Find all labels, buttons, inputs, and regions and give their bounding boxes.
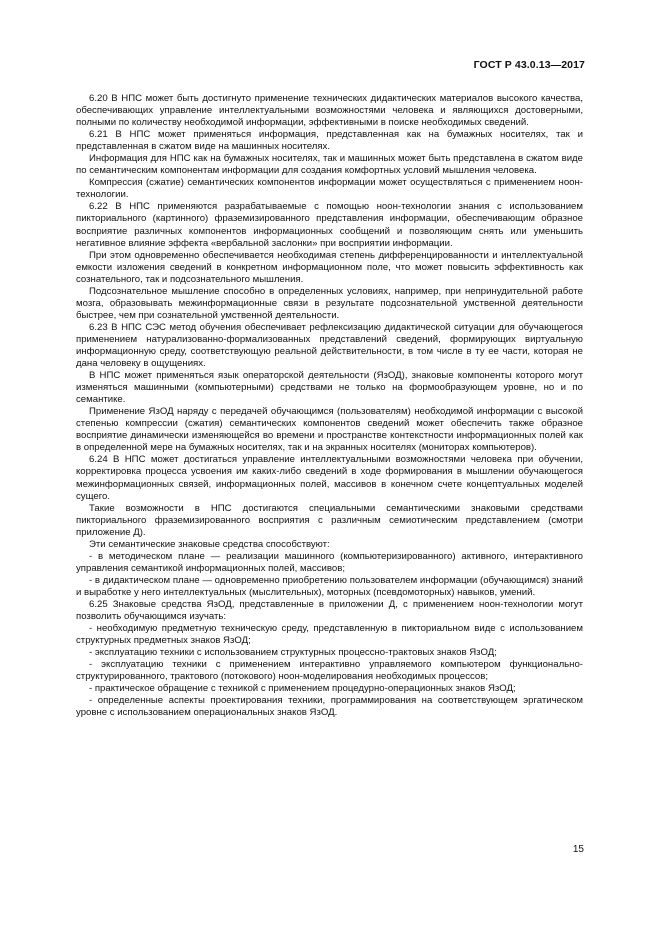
list-item: - в дидактическом плане — одновременно приобретению пользователем информации (обучающимся) знаний и выработке у него интеллектуальных (мыслительных), моторных (псевдомоторных) навыков, умений. (76, 574, 583, 598)
paragraph: Применение ЯзОД наряду с передачей обучающимся (пользователям) необходимой информации с высокой степенью компрессии (сжатия) семантических компонентов сведений может обеспечить также образное восприятие динамически изменяющейся во времени и пространстве контекстности информационных полей как в определенной мере на бумажных носителях, так и на экранных носителях (мониторах компьютеров). (76, 406, 583, 454)
list-item: - определенные аспекты проектирования техники, программирования на соответствующем эргатическом уровне с использованием операциональных знаков ЯзОД. (76, 695, 583, 719)
list-intro: Эти семантические знаковые средства способствуют: (89, 538, 330, 550)
paragraph-6-25: 6.25 Знаковые средства ЯзОД, представленные в приложении Д, с применением ноон-технологии могут позволить обучающимся изучать: (76, 598, 583, 623)
standard-code-header: ГОСТ Р 43.0.13—2017 (473, 59, 585, 71)
paragraph-6-21: 6.21 В НПС может применяться информация, представленная как на бумажных носителях, так и представленная в сжатом виде на машинных носителях. (76, 129, 583, 153)
paragraph: Компрессия (сжатие) семантических компонентов информации может осуществляться с применением ноон-технологии. (76, 177, 583, 201)
paragraph-6-23: 6.23 В НПС СЭС метод обучения обеспечивает рефлексизацию дидактической ситуации для обучающегося применением натурализованно-формализованных представлений сведений, формирующих виртуальную информационную среду, соответствующую реальной действительности, в том числе в ту ее части, которая не дана человеку в ощущениях. (76, 321, 583, 370)
list-item: - практическое обращение с техникой с применением процедурно-операционных знаков ЯзОД; (89, 683, 516, 695)
list-item: - эксплуатацию техники с применением интерактивно управляемого компьютером функционально-структурированного, трактового (потокового) ноон-моделирования необходимых процессов; (76, 659, 583, 683)
list-item: - эксплуатацию техники с использованием структурных процессно-трактовых знаков ЯзОД; (89, 647, 497, 659)
paragraph: При этом одновременно обеспечивается необходимая степень дифференцированности и интеллектуальной емкости изложения сведений в конкретном информационном поле, что может повысить эффективность как сознательного, так и подсознательного мышления. (76, 249, 583, 285)
list-item: - в методическом плане — реализации машинного (компьютеризированного) активного, интерактивного управления семантикой информационных полей, массивов; (76, 550, 583, 574)
document-body (76, 93, 583, 719)
paragraph: Информация для НПС как на бумажных носителях, так и машинных может быть представлена в сжатом виде по семантическим компонентам информации для создания комфортных условий мышления человека. (76, 153, 583, 177)
paragraph: Подсознательное мышление способно в определенных условиях, например, при непринудительной работе мозга, образовывать межинформационные связи в результате подсознательной умственной деятельности быстрее, чем при сознательной умственной деятельности. (76, 285, 583, 321)
list-item: - необходимую предметную техническую среду, представленную в пикториальном виде с использованием структурных предметных знаков ЯзОД; (76, 623, 583, 647)
paragraph: В НПС может применяться язык операторской деятельности (ЯзОД), знаковые компоненты которого могут изменяться машинными (компьютерными) средствами не только на формообразующем уровне, но и по семантике. (76, 370, 583, 406)
page-number: 15 (572, 844, 584, 855)
paragraph-6-20: 6.20 В НПС может быть достигнуто применение технических дидактических материалов высокого качества, обеспечивающих управление интеллектуальными возможностями человека и являющихся достоверными, полными по количеству необходимой информации, эффективными в поиске необходимых сведений. (76, 93, 583, 129)
paragraph-6-22: 6.22 В НПС применяются разрабатываемые с помощью ноон-технологии знания с использованием пикториального (картинного) фраземизированного представления информации, обеспечивающим образное восприятие различных компонентов информационных сообщений и позволяющим снять или уменьшить негативное влияние эффекта «вербальной заслонки» при восприятии информации. (76, 201, 583, 249)
paragraph: Такие возможности в НПС достигаются специальными семантическими знаковыми средствами пикториального фраземизированного восприятия с различным семиотическим представлением (смотри приложение Д). (76, 502, 583, 538)
paragraph-6-24: 6.24 В НПС может достигаться управление интеллектуальными возможностями человека при обучении, корректировка процесса усвоения им каких-либо сведений в ходе формирования в мышлении обучающегося межинформационных связей, информационных полей, массивов в конечном счете концептуальных моделей сущего. (76, 454, 583, 502)
